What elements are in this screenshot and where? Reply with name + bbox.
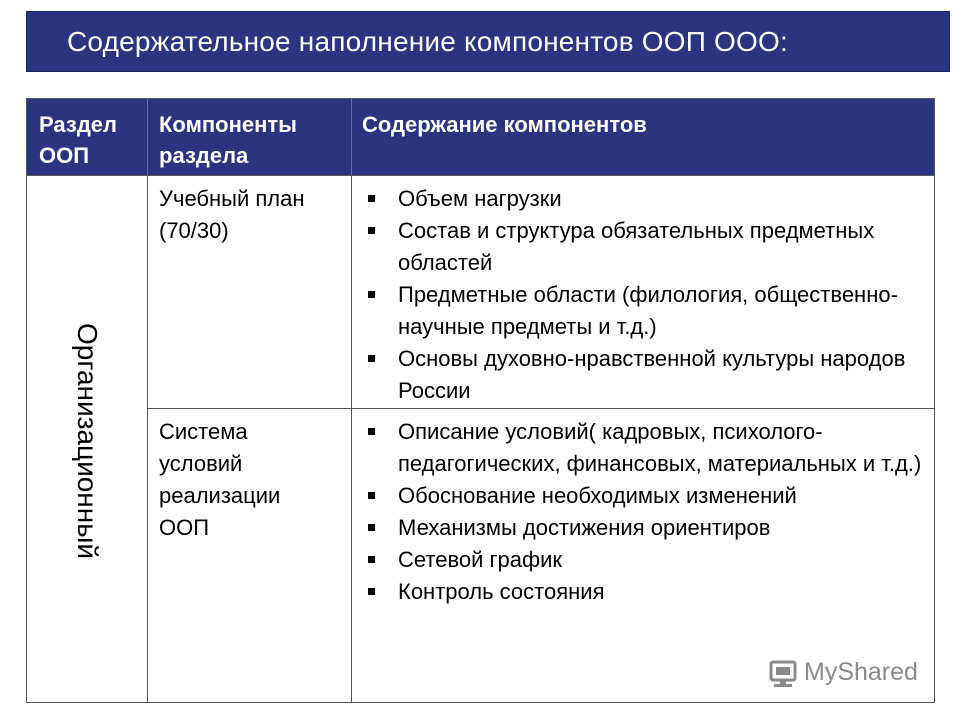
bullet-icon	[368, 428, 375, 435]
list-item	[362, 215, 934, 279]
components-table	[26, 98, 935, 703]
list-item-text: Объем нагрузки	[398, 186, 562, 211]
content-list	[362, 416, 934, 608]
header-section: Раздел ООП	[27, 99, 148, 175]
list-item	[362, 480, 934, 512]
list-item	[362, 183, 934, 215]
list-item	[362, 576, 934, 608]
list-item-text: Основы духовно-нравственной культуры народов России	[398, 346, 906, 403]
title-bar	[26, 11, 950, 72]
slide-title: Содержательное наполнение компонентов ООП ООО:	[67, 25, 788, 57]
section-cell	[27, 175, 148, 702]
header-contents: Содержание компонентов	[362, 112, 647, 137]
list-item	[362, 512, 934, 544]
bullet-icon	[368, 556, 375, 563]
list-item-text: Состав и структура обязательных предметных областей	[398, 218, 875, 275]
myshared-logo-icon	[768, 656, 798, 688]
list-item	[362, 544, 934, 576]
list-item-text: Предметные области (филология, общественно-научные предметы и т.д.)	[398, 282, 898, 339]
watermark-text: MyShared	[804, 657, 918, 686]
list-item-text: Механизмы достижения ориентиров	[398, 515, 771, 540]
bullet-icon	[368, 524, 375, 531]
bullet-icon	[368, 355, 375, 362]
bullet-icon	[368, 588, 375, 595]
bullet-icon	[368, 291, 375, 298]
content-list	[362, 183, 934, 407]
myshared-watermark[interactable]	[768, 656, 918, 688]
table-header-row	[27, 99, 934, 175]
component-cell-curriculum: Учебный план (70/30)	[148, 175, 352, 408]
list-item	[362, 343, 934, 407]
bullet-icon	[368, 492, 375, 499]
content-cell-curriculum	[352, 175, 934, 408]
list-item-text: Сетевой график	[398, 547, 563, 572]
section-label: Организационный	[72, 323, 103, 559]
bullet-icon	[368, 195, 375, 202]
list-item	[362, 416, 934, 480]
bullet-icon	[368, 227, 375, 234]
list-item-text: Описание условий( кадровых, психолого-педагогических, финансовых, материальных и т.д.)	[398, 419, 922, 476]
list-item-text: Обоснование необходимых изменений	[398, 483, 797, 508]
list-item-text: Контроль состояния	[398, 579, 605, 604]
header-components: Компоненты раздела	[148, 99, 352, 175]
list-item	[362, 279, 934, 343]
component-cell-conditions: Система условий реализации ООП	[148, 408, 352, 702]
